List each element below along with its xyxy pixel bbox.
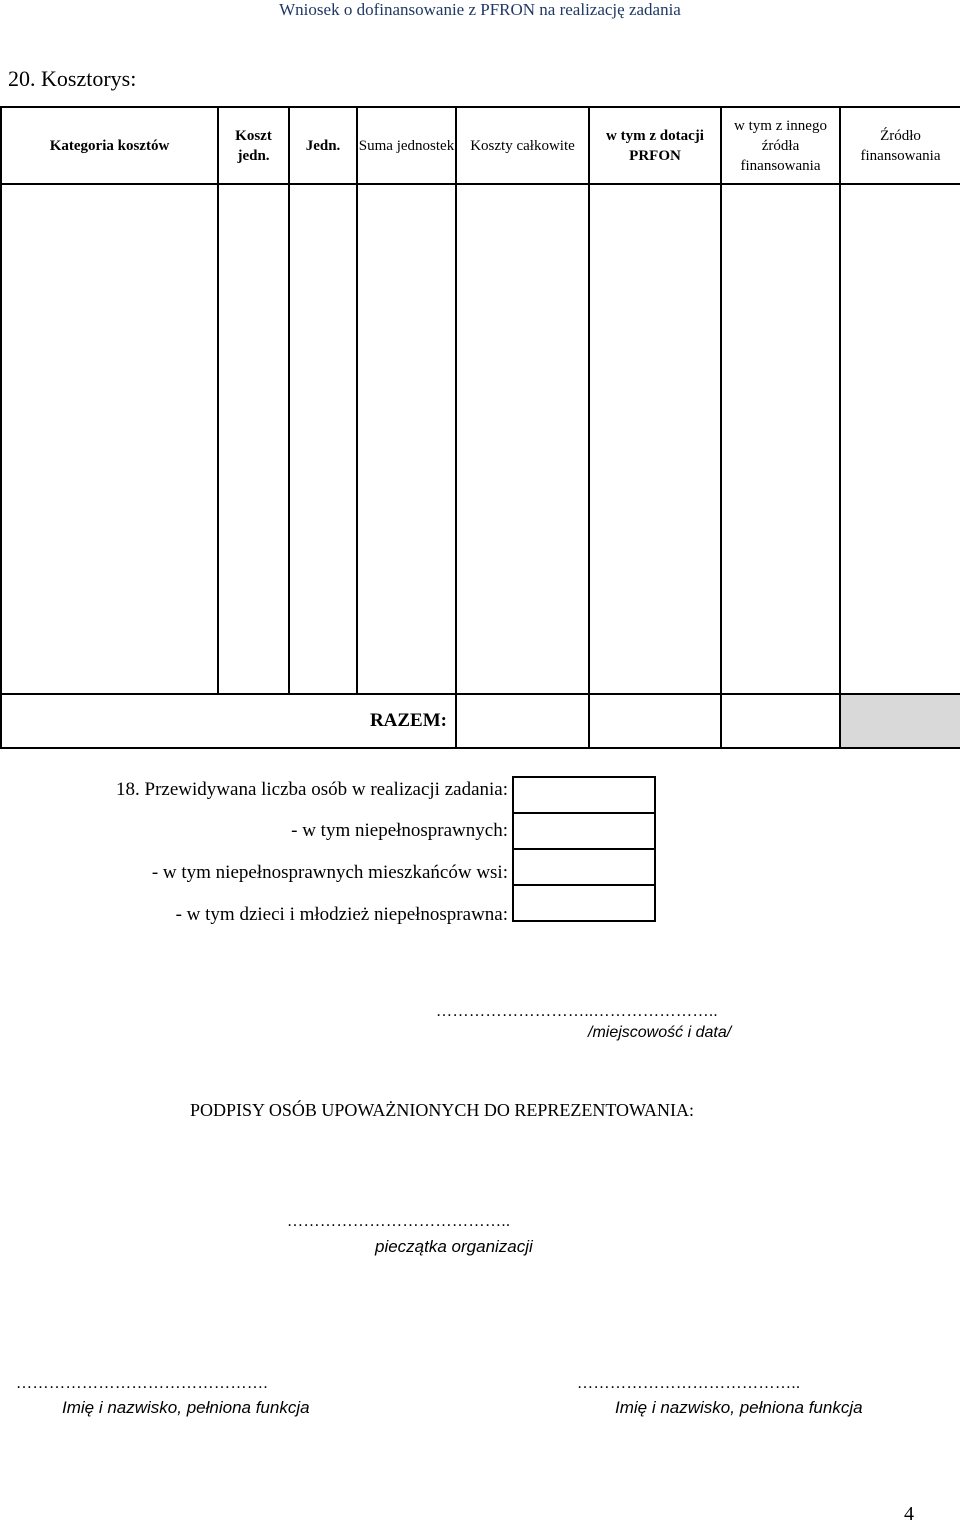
total-source-cell-shaded bbox=[840, 694, 960, 748]
cell-unit[interactable] bbox=[289, 184, 357, 694]
total-costs-cell[interactable] bbox=[456, 694, 589, 748]
right-signature-dots: ………………………………….. bbox=[577, 1375, 801, 1392]
cell-other-source[interactable] bbox=[721, 184, 840, 694]
col-header-unit-cost: Koszt jedn. bbox=[218, 107, 289, 184]
cell-funding-source[interactable] bbox=[840, 184, 960, 694]
cell-total-costs[interactable] bbox=[456, 184, 589, 694]
col-header-category: Kategoria kosztów bbox=[1, 107, 218, 184]
beneficiaries-rural-disabled-label: - w tym niepełnosprawnych mieszkańców wsi: bbox=[151, 862, 508, 883]
cost-table-body-row bbox=[1, 184, 960, 694]
col-header-funding-source: Źródło finansowania bbox=[840, 107, 960, 184]
cost-table-header-row bbox=[1, 107, 960, 184]
beneficiaries-total-label: 18. Przewidywana liczba osób w realizacji zadania: bbox=[116, 779, 508, 800]
document-header-title: Wniosek o dofinansowanie z PFRON na realizację zadania bbox=[279, 0, 681, 19]
col-header-other-source: w tym z innego źródła finansowania bbox=[721, 107, 840, 184]
total-pfron-cell[interactable] bbox=[589, 694, 721, 748]
place-date-dots: ………………………..………………….. bbox=[436, 1003, 718, 1020]
beneficiaries-youth-disabled-field[interactable] bbox=[512, 884, 656, 922]
total-other-cell[interactable] bbox=[721, 694, 840, 748]
stamp-dots: ………………………………….. bbox=[287, 1213, 511, 1230]
cost-table-total-row bbox=[1, 694, 960, 748]
beneficiaries-disabled-field[interactable] bbox=[512, 812, 656, 850]
beneficiaries-total-field[interactable] bbox=[512, 776, 656, 814]
cell-units-sum[interactable] bbox=[357, 184, 456, 694]
beneficiaries-disabled-label: - w tym niepełnosprawnych: bbox=[291, 820, 508, 841]
stamp-label: pieczątka organizacji bbox=[375, 1237, 533, 1256]
cell-unit-cost[interactable] bbox=[218, 184, 289, 694]
signatures-heading: PODPISY OSÓB UPOWAŻNIONYCH DO REPREZENTOWANIA: bbox=[190, 1100, 695, 1120]
cell-pfron-grant[interactable] bbox=[589, 184, 721, 694]
col-header-pfron-grant: w tym z dotacji PRFON bbox=[589, 107, 721, 184]
col-header-total-costs: Koszty całkowite bbox=[456, 107, 589, 184]
section-20-title: 20. Kosztorys: bbox=[8, 66, 137, 91]
left-signature-dots: ………………………………………. bbox=[16, 1375, 268, 1392]
left-signature-label: Imię i nazwisko, pełniona funkcja bbox=[62, 1398, 310, 1417]
col-header-unit: Jedn. bbox=[289, 107, 357, 184]
cost-estimate-table bbox=[0, 106, 960, 749]
beneficiaries-rural-disabled-field[interactable] bbox=[512, 848, 656, 886]
beneficiaries-youth-disabled-label: - w tym dzieci i młodzież niepełnosprawna: bbox=[175, 904, 508, 925]
col-header-units-sum: Suma jednostek bbox=[357, 107, 456, 184]
cell-category[interactable] bbox=[1, 184, 218, 694]
right-signature-label: Imię i nazwisko, pełniona funkcja bbox=[615, 1398, 863, 1417]
page-number: 4 bbox=[904, 1503, 914, 1525]
total-label: RAZEM: bbox=[1, 694, 456, 748]
place-date-label: /miejscowość i data/ bbox=[588, 1024, 732, 1041]
